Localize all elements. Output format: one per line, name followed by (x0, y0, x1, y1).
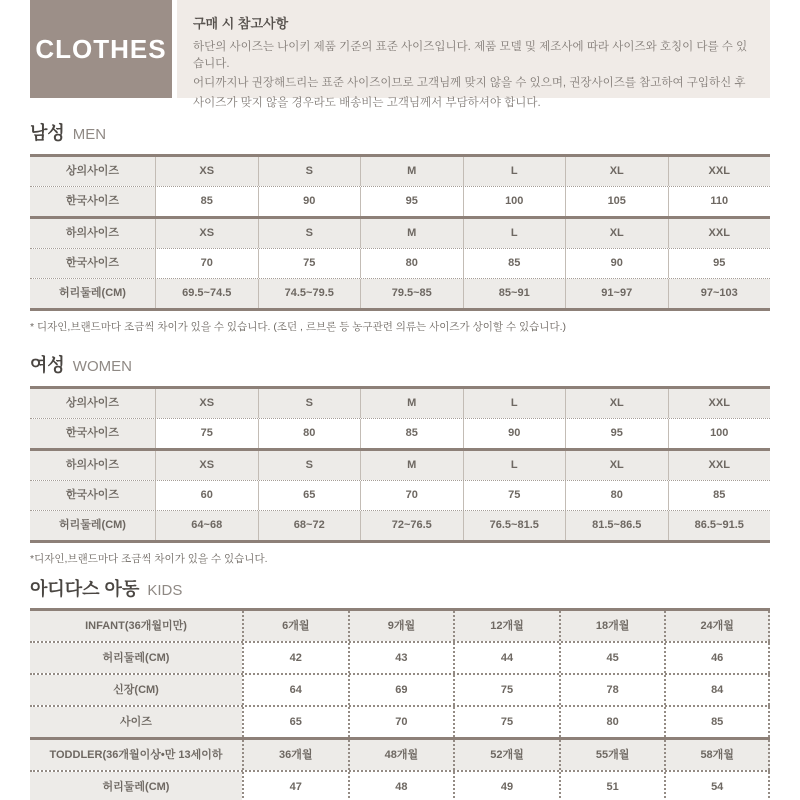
kids-section-title (30, 578, 770, 602)
cell: 75 (453, 675, 559, 705)
cell: 64~68 (155, 511, 258, 540)
row-label: 허리둘레(CM) (30, 772, 242, 800)
cell: 110 (668, 187, 771, 216)
cell: 105 (565, 187, 668, 216)
cell: M (360, 389, 463, 418)
cell: 43 (348, 643, 454, 673)
cell: XS (155, 219, 258, 248)
cell: 9개월 (348, 611, 454, 641)
clothes-label: CLOTHES (35, 33, 167, 64)
cell: 85 (463, 249, 566, 278)
cell: XS (155, 157, 258, 186)
cell: XS (155, 451, 258, 480)
kids-row-infant-waist (30, 641, 770, 673)
kids-title-en: KIDS (147, 582, 183, 599)
cell: 47 (242, 772, 348, 800)
cell: XXL (668, 389, 771, 418)
cell: 70 (348, 707, 454, 737)
cell: 80 (360, 249, 463, 278)
cell: XL (565, 219, 668, 248)
cell: XL (565, 157, 668, 186)
row-label: 사이즈 (30, 707, 242, 737)
cell: XXL (668, 219, 771, 248)
cell: 85 (360, 419, 463, 448)
cell: 76.5~81.5 (463, 511, 566, 540)
cell: 100 (463, 187, 566, 216)
cell: S (258, 389, 361, 418)
men-title-ko: 남성 (30, 123, 65, 143)
women-title-ko: 여성 (30, 355, 65, 375)
men-row-waist (30, 278, 770, 308)
row-label: 허리둘레(CM) (30, 643, 242, 673)
cell: M (360, 451, 463, 480)
cell: 46 (664, 643, 770, 673)
kids-row-toddler-waist (30, 770, 770, 800)
row-label: INFANT(36개월미만) (30, 611, 242, 641)
cell: 49 (453, 772, 559, 800)
cell: S (258, 451, 361, 480)
women-row-waist (30, 510, 770, 540)
cell: 69 (348, 675, 454, 705)
cell: 100 (668, 419, 771, 448)
cell: XXL (668, 157, 771, 186)
cell: M (360, 219, 463, 248)
row-label: 한국사이즈 (30, 249, 155, 278)
notice-line-1: 하단의 사이즈는 나이키 제품 기준의 표준 사이즈입니다. 제품 모델 및 제조사에 따라 사이즈와 호칭이 다를 수 있습니다. (193, 41, 748, 70)
cell: 90 (463, 419, 566, 448)
men-title-en: MEN (72, 126, 107, 143)
cell: 65 (258, 481, 361, 510)
cell: 24개월 (664, 611, 770, 641)
cell: 90 (258, 187, 361, 216)
cell: 78 (559, 675, 665, 705)
cell: 95 (360, 187, 463, 216)
kids-row-infant-height (30, 673, 770, 705)
notice-line-3: 사이즈가 맞지 않을 경우라도 배송비는 고객님께서 부담하셔야 합니다. (193, 97, 541, 110)
kids-row-infant-size (30, 705, 770, 737)
women-row-kr-bottom (30, 480, 770, 510)
row-label: 한국사이즈 (30, 419, 155, 448)
women-title-en: WOMEN (72, 358, 132, 375)
cell: 48 (348, 772, 454, 800)
cell: 45 (559, 643, 665, 673)
kids-title-ko: 아디다스 아동 (30, 579, 140, 599)
men-row-kr-bottom (30, 248, 770, 278)
men-footnote: * 디자인,브랜드마다 조금씩 차이가 있을 수 있습니다. (조던 , 르브론 등 농구관련 의류는 사이즈가 상이할 수 있습니다.) (30, 321, 567, 333)
notice-banner (30, 0, 770, 110)
row-label: 허리둘레(CM) (30, 279, 155, 308)
cell: 79.5~85 (360, 279, 463, 308)
women-size-table (30, 386, 770, 543)
men-row-top-size (30, 157, 770, 186)
cell: 85 (664, 707, 770, 737)
notice-panel (177, 0, 770, 110)
cell: 75 (453, 707, 559, 737)
women-section-title (30, 354, 770, 378)
cell: XXL (668, 451, 771, 480)
cell: L (463, 389, 566, 418)
cell: 95 (668, 249, 771, 278)
men-section-title (30, 122, 770, 146)
cell: 18개월 (559, 611, 665, 641)
cell: 69.5~74.5 (155, 279, 258, 308)
cell: 52개월 (453, 740, 559, 770)
men-row-bottom-size (30, 216, 770, 248)
cell: 58개월 (664, 740, 770, 770)
women-row-kr-top (30, 418, 770, 448)
women-footnote: *디자인,브랜드마다 조금씩 차이가 있을 수 있습니다. (30, 553, 268, 565)
cell: M (360, 157, 463, 186)
cell: L (463, 157, 566, 186)
cell: 51 (559, 772, 665, 800)
men-size-table (30, 154, 770, 311)
cell: 85 (668, 481, 771, 510)
cell: 85~91 (463, 279, 566, 308)
cell: 75 (463, 481, 566, 510)
kids-row-toddler-header (30, 737, 770, 770)
notice-title: 구매 시 참고사항 (193, 16, 289, 31)
cell: 90 (565, 249, 668, 278)
row-label: 허리둘레(CM) (30, 511, 155, 540)
cell: 84 (664, 675, 770, 705)
kids-row-infant-header (30, 611, 770, 641)
cell: 74.5~79.5 (258, 279, 361, 308)
row-label: TODDLER(36개월이상•만 13세이하 (30, 740, 242, 770)
section-kids (30, 578, 770, 800)
clothes-label-box (30, 0, 172, 98)
row-label: 상의사이즈 (30, 389, 155, 418)
cell: 75 (258, 249, 361, 278)
cell: S (258, 219, 361, 248)
cell: 64 (242, 675, 348, 705)
notice-line-2: 어디까지나 권장해드리는 표준 사이즈이므로 고객님께 맞지 않을 수 있으며, 권장사이즈를 참고하여 구입하신 후 (193, 77, 746, 90)
cell: 65 (242, 707, 348, 737)
row-label: 하의사이즈 (30, 219, 155, 248)
section-women (30, 354, 770, 566)
cell: 80 (565, 481, 668, 510)
cell: 80 (559, 707, 665, 737)
cell: 81.5~86.5 (565, 511, 668, 540)
cell: 6개월 (242, 611, 348, 641)
cell: 42 (242, 643, 348, 673)
row-label: 한국사이즈 (30, 187, 155, 216)
men-row-kr-top (30, 186, 770, 216)
cell: L (463, 451, 566, 480)
cell: 70 (360, 481, 463, 510)
cell: XS (155, 389, 258, 418)
women-row-top-size (30, 389, 770, 418)
section-men (30, 122, 770, 334)
cell: 95 (565, 419, 668, 448)
cell: 70 (155, 249, 258, 278)
cell: 55개월 (559, 740, 665, 770)
cell: 72~76.5 (360, 511, 463, 540)
cell: 68~72 (258, 511, 361, 540)
row-label: 신장(CM) (30, 675, 242, 705)
cell: XL (565, 389, 668, 418)
cell: 97~103 (668, 279, 771, 308)
cell: 12개월 (453, 611, 559, 641)
cell: 91~97 (565, 279, 668, 308)
women-row-bottom-size (30, 448, 770, 480)
cell: XL (565, 451, 668, 480)
row-label: 상의사이즈 (30, 157, 155, 186)
kids-size-table (30, 608, 770, 800)
cell: 75 (155, 419, 258, 448)
row-label: 하의사이즈 (30, 451, 155, 480)
row-label: 한국사이즈 (30, 481, 155, 510)
cell: 48개월 (348, 740, 454, 770)
cell: 80 (258, 419, 361, 448)
cell: 36개월 (242, 740, 348, 770)
cell: 44 (453, 643, 559, 673)
cell: 86.5~91.5 (668, 511, 771, 540)
cell: 60 (155, 481, 258, 510)
cell: 54 (664, 772, 770, 800)
cell: L (463, 219, 566, 248)
cell: S (258, 157, 361, 186)
cell: 85 (155, 187, 258, 216)
